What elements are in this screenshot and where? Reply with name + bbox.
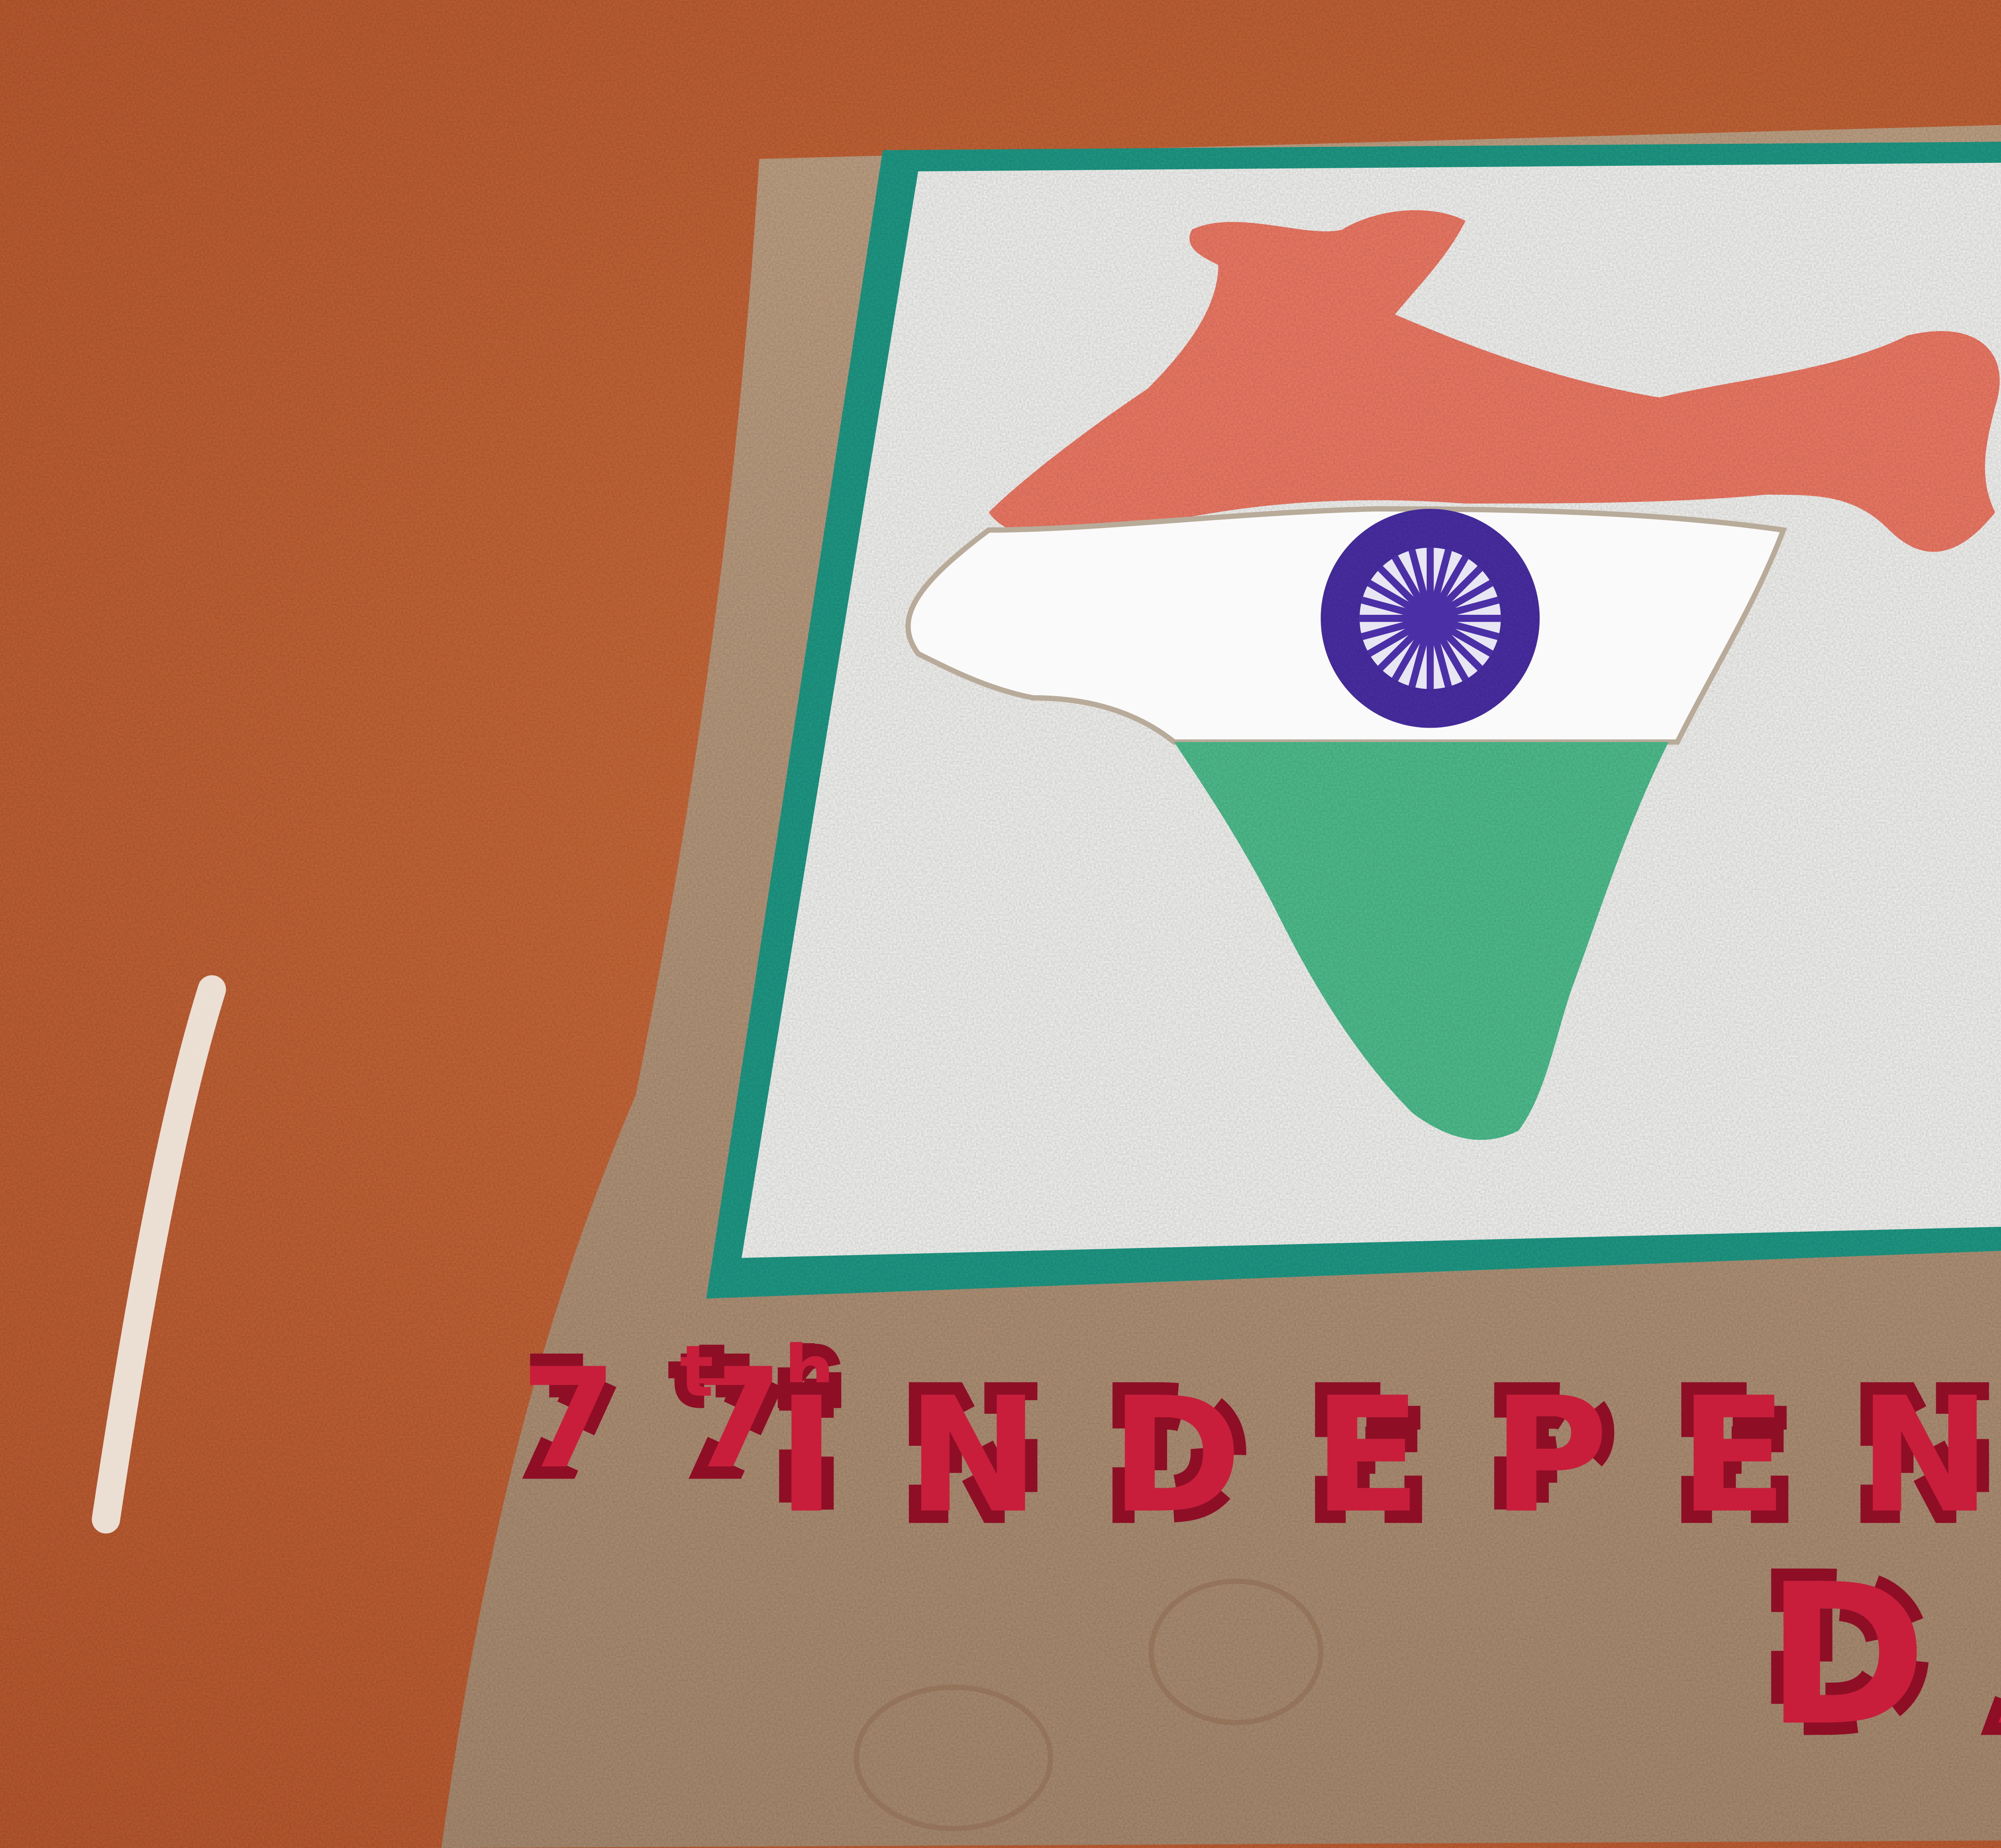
text-day: D (1766, 1543, 2001, 1769)
text-suffix: th (680, 1330, 905, 1413)
text-number: 77 (521, 1339, 854, 1499)
text-independence: INDEPE (777, 1363, 2001, 1548)
